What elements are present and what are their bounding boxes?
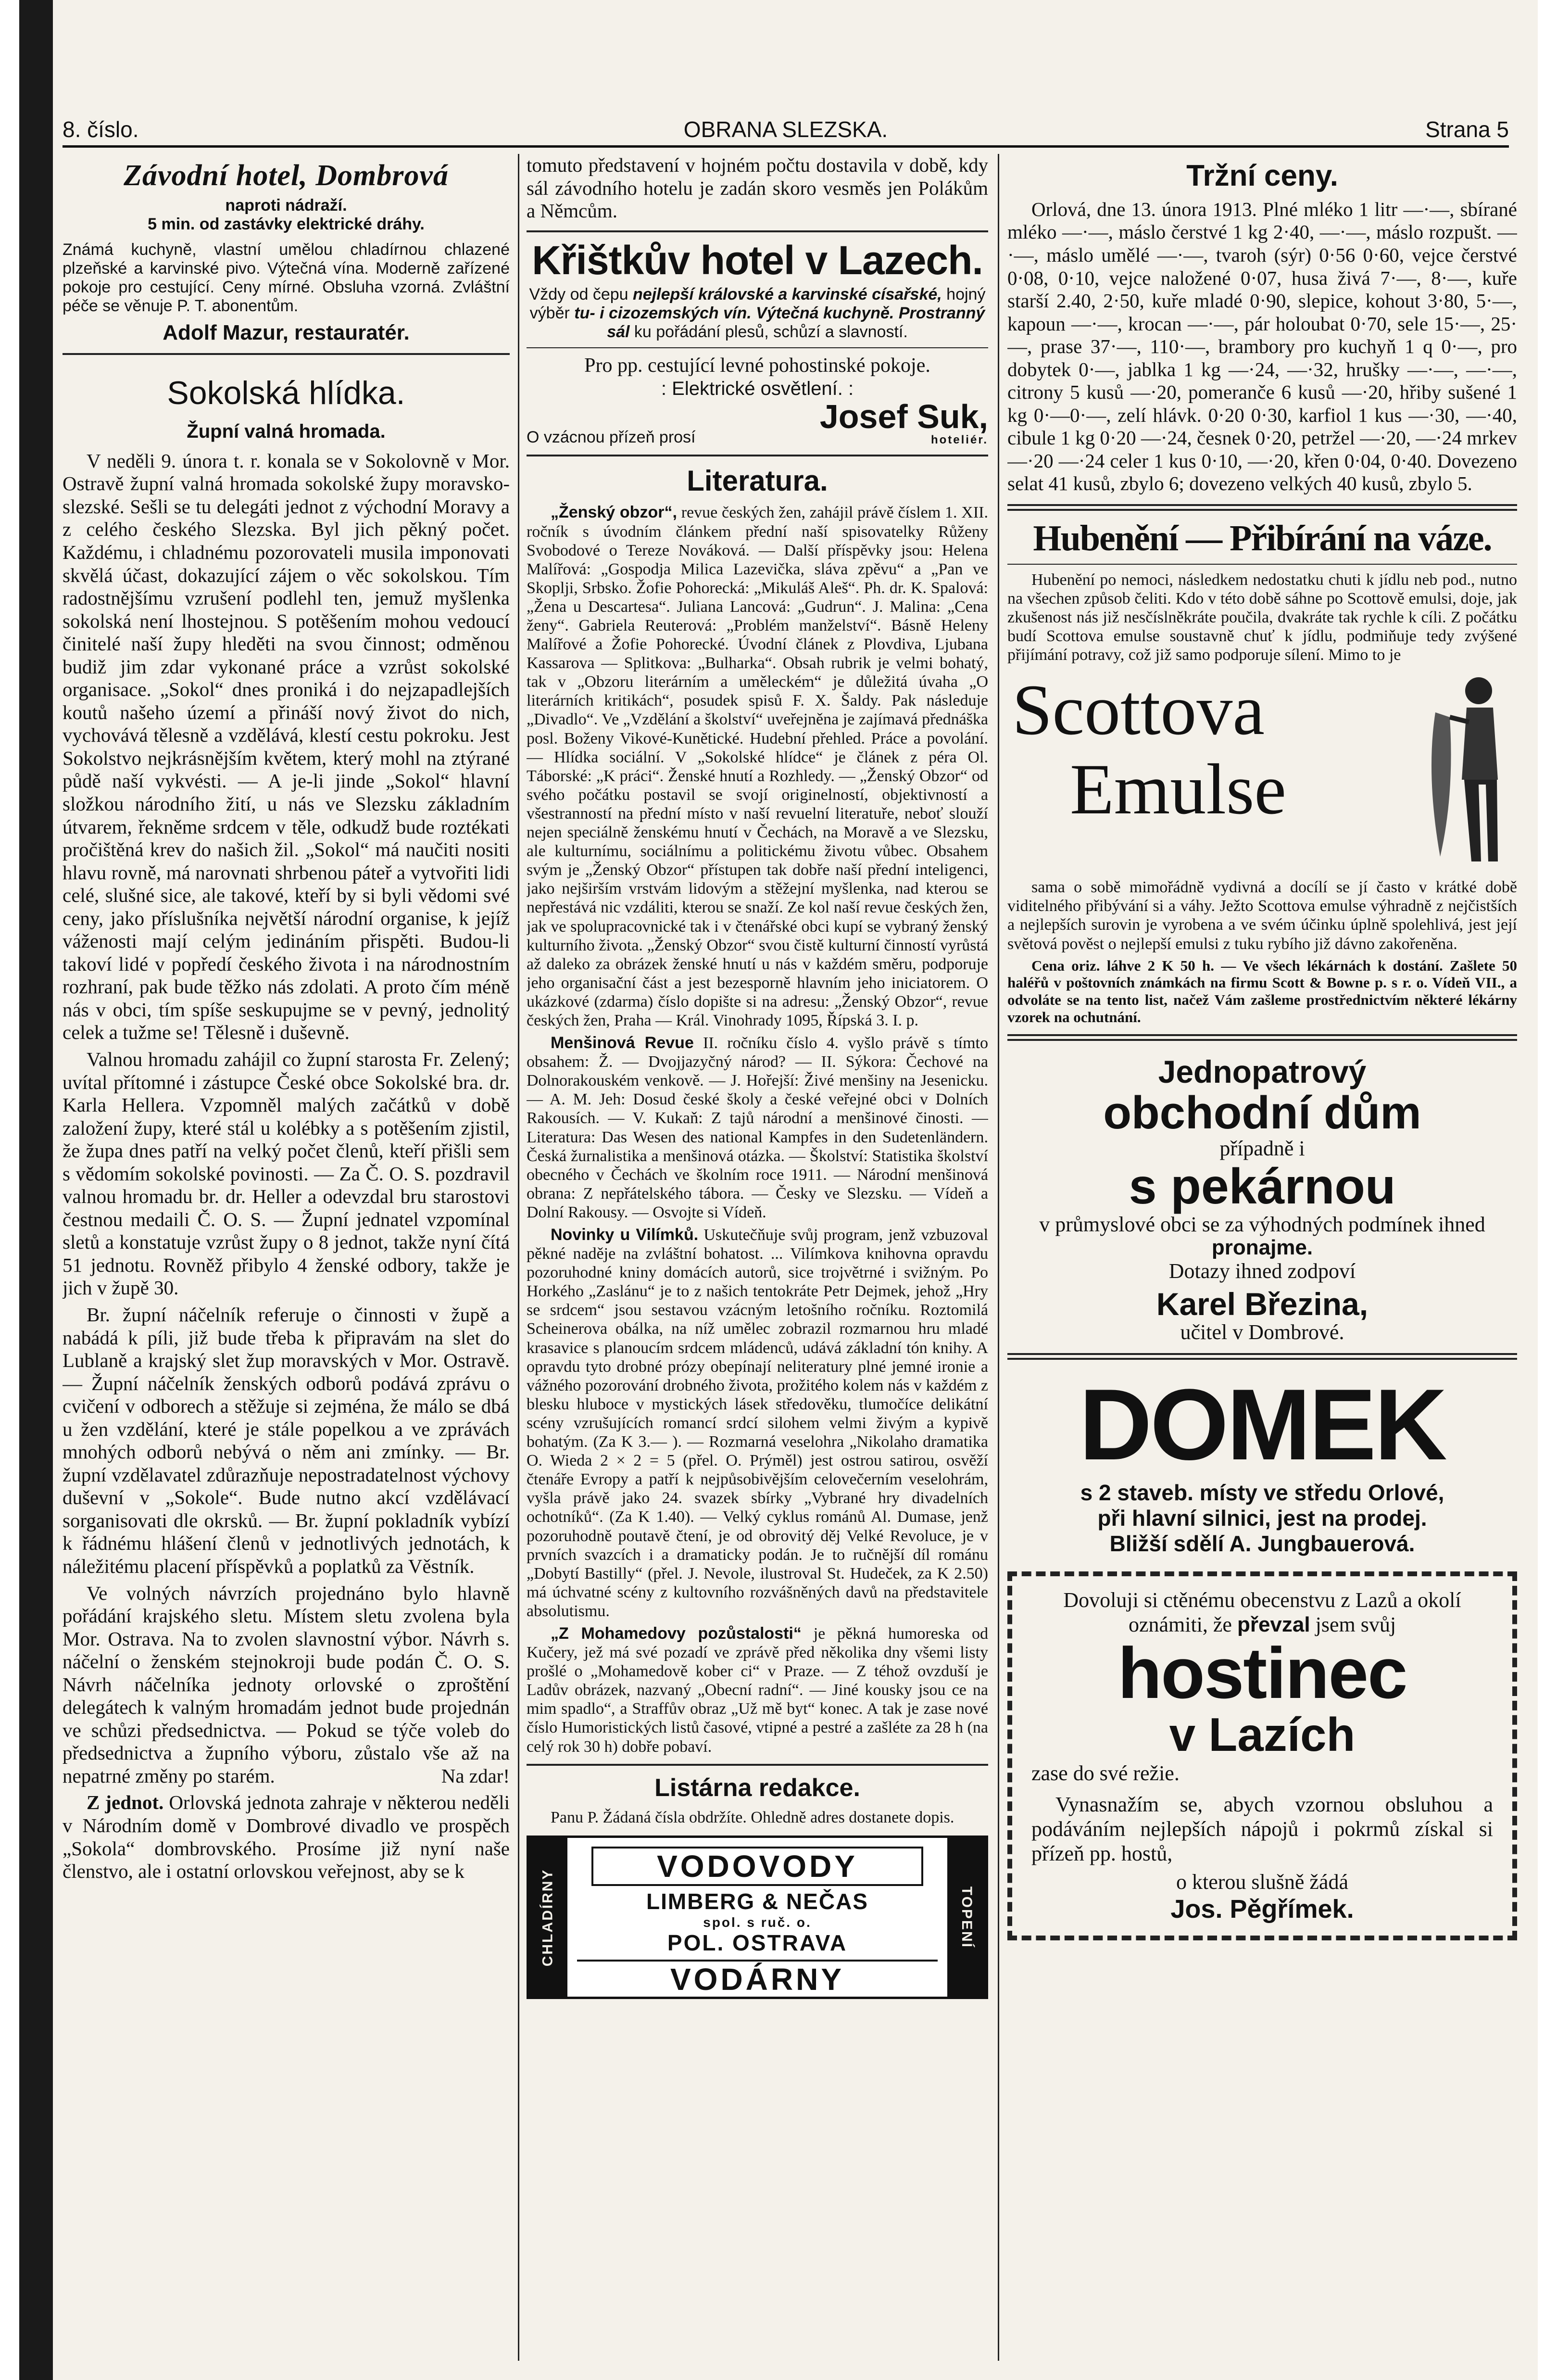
- page-header: [63, 111, 1509, 148]
- krist-line: Pro pp. cestující levné pohostinské pokoje.: [584, 354, 930, 377]
- paragraph: [527, 1226, 988, 1620]
- vodo-line: spol. s ruč. o.: [703, 1914, 812, 1930]
- paragraph-text: Orlovská jednota zahraje v některou neděli v Národním domě v Dombrové divadlo ve prospěch „Sokola“ dombrovského. Prosíme již nyní naše členstvo, ale i ostatní orlovskou veřejnost, aby se k: [63, 1791, 510, 1883]
- hostinec-line: jsem svůj: [1315, 1612, 1396, 1636]
- divider: [1007, 564, 1517, 565]
- divider: [1007, 504, 1517, 511]
- krist-em: nejlepší královské a karvinské císařské,: [633, 285, 942, 304]
- krist-name-block: [820, 400, 988, 447]
- paragraph: Hubenění po nemoci, následkem nedostatku chuti k jídlu neb pod., nutno na všechen způsob čeliti. Kdo v této době sáhne po Scottově emulsi, doje, jak zkušenost nás již nesčíslněkráte poučila, dvakráte tak rychle k cíli. Z počátku budí Scottova emulse soustavně chuť k jídlu, podmiňuje tedy zvýšené přijímání potravy, což již samo podporuje sílení. Mimo to je: [1007, 570, 1517, 664]
- sokol-subtitle: Župní valná hromada.: [187, 421, 386, 443]
- hotel-ad-signature: Adolf Mazur, restauratér.: [163, 321, 410, 345]
- hostinec-line: zase do své režie.: [1031, 1761, 1180, 1785]
- paragraph: sama o sobě mimořádně vydivná a docílí se jí často v krátké době viditelného přibývání si a váhy. Ježto Scottova emulse výhradně z nejčistších a nejlepších surovin je vyrobena a ve svém účinku úplně spolehlivá, jest její světová pověst o nejlepší emulsi z tuku rybího již dávno zakořeněna.: [1007, 878, 1517, 953]
- shop-line: obchodní dům: [1103, 1087, 1421, 1139]
- paragraph-lead: „Ženský obzor“,: [551, 503, 677, 522]
- page-number: Strana 5: [1425, 117, 1509, 142]
- krist-body: [527, 285, 988, 342]
- paragraph-text: Ve volných návrzích projednáno bylo hlavně pořádání krajského sletu. Místem sletu zvolena byla Mor. Ostrava. Na to zvolen slavnostní výbor. Návrh s. náčelní o ženském stejnokroji bude podán Č. O. S. Návrh náčelníka jednoty orlovské o zproštění delegátech k valným hromadám jednot bude projednán ve schůzi předsednictva. — Pokud se týče voleb do předsednictva a župního výboru, zůstalo vše až na nepatrné změny po starém.: [63, 1582, 510, 1787]
- divider: [63, 353, 510, 355]
- vodo-side-label: [947, 1838, 986, 1997]
- paragraph: Valnou hromadu zahájil co župní starosta Fr. Zelený; uvítal přítomné i zástupce České obce Sokolské bra. dr. Karla Hellera. Vzpomněl malých začátků v době založení župy, které stál u kolébky a s potěšením zjistil, že župa dnes patří na velký počet členů, kteří přišli sem s vědomím sokolské povinosti. — Za Č. O. S. pozdravil valnou hromadu br. dr. Heller a odevzdal bru starostovi čestnou medaili Č. O. S. — Župní jednatel vzpomínal sletů a konstatuje vzrůst župy o 8 jednot, takže nyní čítá 51 jednotu. Rovněž přibylo 4 ženské odbory, takže je jich v župě 30.: [63, 1048, 510, 1299]
- hostinec-line: Dovoluji si ctěnému obecenstvu z Lazů a okolí oznámiti, že: [1063, 1588, 1461, 1636]
- hotel-ad: [63, 159, 510, 345]
- divider: [1007, 1353, 1517, 1360]
- divider: [527, 1764, 988, 1766]
- paragraph: Cena oriz. láhve 2 K 50 h. — Ve všech lékárnách k dostání. Zašlete 50 haléřů v poštovních známkách na firmu Scott & Bowne p. s r. o. Vídeň VII., a odvoláte se na tento list, načež Vám zašleme prostřednictvím některé lékárny vzorek na ochutnání.: [1007, 957, 1517, 1025]
- market-title: Tržní ceny.: [1186, 159, 1338, 192]
- vodo-side-label: [529, 1838, 567, 1997]
- hotel-ad-title: Závodní hotel, Dombrová: [124, 159, 449, 192]
- hostinec-line: o kterou slušně žádá: [1176, 1870, 1348, 1894]
- krist-role: hoteliér.: [930, 433, 988, 447]
- hotel-ad-line: 5 min. od zastávky elektrické dráhy.: [148, 215, 425, 233]
- paragraph-text: Uskutečňuje svůj program, jenž vzbuzoval pěkné naděje na zvláštní bohatost. ... Vilímkova knihovna opravdu pozoruhodné kniny domácích autorů, sice trojvětrné i svižným. Po Horkého „Zaslánu“ je to z našich tentokráte Petr Dejmek, jehož „Hry se srdcem“ jsou sestavou vzácným letošního ročníku. Roztomilá Scheinerova obálka, na níž umělec zobrazil rozmarnou hru mladé krasavice s planoucím srdcem mládenců, udává základní tón knihy. A opravdu tyto drobné prózy obepínají neliteratury plné jemné ironie a vážného pozorování drobného života, prožitého kolem nás v každém z blesku hluboce v mystických lásek středověku, tlumočíce delikátní scény vzrušujících romancí srdcí silohem velmi živým a kypivě bohatým. (Za K 3.— ). — Rozmarná veselohra „Nikolaho dramatika O. Wieda 2 × 2 = 5 (přel. O. Prýměl) jest ostrou satirou, osvěží čtenáře Evropy a patří k nejpůsobivějším celovečerním veselohrám, vyšla právě jako 24. svazek sbírky „Vybrané hry divadelních ochotníků“. (Za K 1.40). — Velký cyklus románů Al. Dumase, jenž pozoruhodně poutavě čtení, je od obrovitý děj Velké Revoluce, je v prvních svazcích i a dramaticky podán. Je to ručnější díl románu „Dobytí Bastilly“ (přel. J. Nevole, ilustroval St. Hudeček, za K 2.50) má úchvatné scény z kultovního rozvášněných davů na představitele absolutismu.: [527, 1226, 988, 1620]
- krist-text: hojný výběr: [529, 285, 986, 322]
- mailbox-title: Listárna redakce.: [654, 1773, 860, 1802]
- divider: [527, 455, 988, 456]
- domek-ad: [1007, 1367, 1517, 1557]
- shop-line: Jednopatrový: [1158, 1054, 1367, 1090]
- hostinec-place: v Lazích: [1169, 1708, 1356, 1761]
- domek-title: DOMEK: [1079, 1367, 1445, 1481]
- newspaper-page: [19, 0, 1538, 2380]
- paragraph: Panu P. Žádaná čísla obdržíte. Ohledně adres dostanete dopis.: [551, 1808, 954, 1826]
- column-1: [63, 154, 510, 2366]
- shop-line: Karel Březina,: [1156, 1286, 1369, 1322]
- column-rule: [998, 154, 999, 2361]
- krist-title: Křištkův hotel v Lazech.: [532, 237, 983, 283]
- shop-line: s pekárnou: [1129, 1158, 1396, 1215]
- issue-number: 8. číslo.: [63, 117, 139, 142]
- domek-line: při hlavní silnici, jest na prodej.: [1097, 1506, 1427, 1531]
- literature-title: Literatura.: [687, 464, 828, 497]
- scan-border: [19, 0, 53, 2380]
- paragraph-text: revue českých žen, zahájil právě číslem 1. XII. ročník s úvodním článkem přední naší spisovatelky Růženy Svobodové o Tereze Nováková. — Další příspěvky jsou: Helena Malířová: „Gospodja Milica Lazevička, sláva zpěvu“ a „Pan ve Skoplji, Srbsko. Žofie Pohorecká: „Mikuláš Aleš“. Ph. dr. K. Spalová: „Žena u Descartesa“. Juliana Lancová: „Gudrun“. J. Malina: „Cena ženy“. Gabriela Reuterová: „Problém manželství“. Básně Heleny Malířové a Žofie Pohorecké. Úvodní článek z Plovdiva, Ljubana Kassarova — Splitkova: „Bulharka“. Obsah rubrik je velmi bohatý, tak v „Obzoru literárním a uměleckém“ je důležitá úvaha „O literárních kritikách“, posudek spisů F. X. Šaldy. Pak následuje „Divadlo“. Ve „Vzdělání a školství“ uveřejněna je zajímavá přednáška posl. Boženy Vikové-Kunětické. Hudební přehled. Práce a povolání. — Hlídka sociální. V „Sokolské hlídce“ je článek z péra Ol. Táborské: „K práci“. Ženské hnutí a Rozhledy. — „Ženský Obzor“ od svého počátku postavil se svojí originelností, objektivností a všestranností na přední místo v naší revuelní literatuře, neboť slouží nejen speciálně ženskému hnutí v Čechách, na Moravě a ve Slezsku, ale kulturnímu, sociálnímu a politickému životu vůbec. Obsahem svým je „Ženský Obzor“ přístupen tak dobře naší přední inteligenci, jako nejširším vrstvám lidovým a stěžejní myšlenka, nad kterou se nepřestává nic vzdáliti, kterou se snaží. Ze kol naší revue českých žen, jak ve spolupracovnické tak i v čtenářské obci kupí se vybraný ženský kulturního života. „Ženský Obzor“ svou čistě kulturní činností vyrůstá až daleko za obrázek ženské hnutí u nás v každém směru, podporuje jeho organisační část a jest bezesporně hlavním jeho iniciatorem. O ukázkové (zdarma) číslo dopište si na adresu: „Ženský Obzor“, revue českých žen, Praha — Král. Vinohrady 1095, Řípská 3. I. p.: [527, 504, 988, 1029]
- hostinec-signature: Jos. Pěgřímek.: [1170, 1894, 1354, 1924]
- paragraph: [63, 1791, 510, 1883]
- vodo-line: VODÁRNY: [577, 1960, 938, 1997]
- paragraph-text: II. ročníku číslo 4. vyšlo právě s tímto obsahem: Ž. — Dvojjazyčný národ? — II. Sýkora: Čechové na Dolnorakouském venkově. — J. Hořejší: Živé menšiny na Jesenicku. — A. M. Jeh: Dosud české školy a české veřejné obci v Dolních Rakousích. — V. Kukaň: Z tajů národní a menšinové činosti. — Literatura: Das Wesen des national Kampfes in den Sudetenländern. Česká žurnalistika a menšinová otázka. — Školství: Statistika školství obecného v Čechách ve školním roce 1911. — Národní menšinová obrana: Z nepřátelského tábora. — Česky ve Slezsku. — Vídeň a Dolní Rakousy. — Osvojte si Vídeň.: [527, 1034, 988, 1221]
- shop-text: [1007, 1213, 1517, 1260]
- vodo-line: POL. OSTRAVA: [667, 1930, 848, 1956]
- paragraph-lead: Z jednot.: [87, 1791, 164, 1814]
- paragraph-text: je pěkná humoreska od Kučery, jež má své pozadí ve zprávě před několika dny všemi listy prošlé o „Mohamedově kober ci“ v Praze. — Z téhož ovzduší je Ladův obrázek, nazvaný „Obecní radní“. — Jiné kousky jsou ce na mim spadlo“, a Straffův obraz „Už mě byt“ konec. A tak je zase nové číslo Humoristických listů časové, vtipné a pestré a zašléte za 28 h (na celý rok 30 h) dobře pobaví.: [527, 1624, 988, 1756]
- column-rule: [518, 154, 519, 2361]
- fisherman-icon: [1421, 669, 1512, 871]
- column-3: [1007, 154, 1517, 2366]
- scott-name: Emulse: [1070, 749, 1286, 830]
- paragraph: Orlová, dne 13. února 1913. Plné mléko 1 litr —·—, sbírané mléko —·—, máslo čerstvé 1 kg 2·40, —·—, máslo rozpušt. —·—, máslo umělé —·—, tvaroh (sýr) 0·56 0·60, vejce čerstvé 0·08, 0·10, vejce naložené 0·07, husa živá 7·—, 8·—, kuře starší 2.40, 2·50, kuře mladé 0·90, slepice, kohout 3·80, 5·—, kapoun —·—, krocan —·—, pár holoubat 0·70, sele 15·—, 25·—, prase 37·—, 110·—, brambory pro kuchyň 1 q 0·—, pro dobytek 0·—, jablka 1 kg —·24, —·32, hrušky —·—, —·—, citrony 5 kusů —·20, pomeranče 6 kusů —·20, hřiby sušené 1 kg 0·—0·—, zelí hlávk. 0·20 0·30, karfiol 1 kus —·30, —·40, cibule 1 kg 0·20 —·24, česnek 0·20, petržel —·20, —·24 mrkev —·20 —·24 celer 1 kus 0·10, —·20, křen 0·04, 0·40. Dovezeno selat 41 kusů, zbylo 6; dovezeno velkých 40 kusů, zbylo 5.: [1007, 198, 1517, 495]
- divider: [527, 230, 988, 232]
- paragraph: [527, 1034, 988, 1222]
- paragraph: Br. župní náčelník referuje o činnosti v župě a nabádá k píli, již bude třeba k připravám na slet do Lublaně a krajský slet žup moravských v Mor. Ostravě. — Župní náčelník ženských odborů podává zprávu o cvičení v odborech a stěžuje si zejména, že málo se dbá u žen vzdělání, které je stále popelkou a ve zprávách mnohých odborů nebývá o něm ani zmínky. — Br. župní vzdělavatel zdůrazňuje nepostradatelnost výchovy duševní v „Sokole“. Bude nutno akcí vzdělávací sorganisovati dle okrsků. — Br. župní pokladník vybízí k řádnému hlášení členů v jednotlivých jednotách, k náležitému placení příspěvků a poplatků za Věstník.: [63, 1304, 510, 1578]
- krist-text: Vždy od čepu: [529, 285, 628, 304]
- shop-em: pronajme.: [1211, 1236, 1313, 1260]
- paragraph-lead: Novinky u Vilímků.: [551, 1226, 699, 1244]
- scott-logo: [1007, 669, 1517, 871]
- vodo-side-text: TOPENÍ: [959, 1886, 975, 1949]
- krist-signature: [527, 400, 988, 447]
- paragraph: [63, 1582, 510, 1788]
- column-2: [527, 154, 988, 2366]
- shop-line: Dotazy ihned zodpoví: [1168, 1259, 1356, 1283]
- paragraph-lead: „Z Mohamedovy pozůstalosti“: [551, 1624, 802, 1643]
- literature-section: [527, 464, 988, 1756]
- scott-name: Scottova: [1012, 670, 1265, 750]
- sokol-article: [63, 374, 510, 1883]
- paragraph-lead: Menšinová Revue: [551, 1034, 694, 1052]
- hostinec-intro: [1031, 1588, 1493, 1637]
- krist-line: O vzácnou přízeň prosí: [527, 428, 696, 446]
- divider: [527, 347, 988, 348]
- hostinec-title: hostinec: [1118, 1632, 1407, 1713]
- paragraph: tomuto představení v hojném počtu dostavila v době, kdy sál závodního hotelu je zadán skoro vesměs jen Polákům a Němcům.: [527, 154, 988, 222]
- paragraph-end: Na zdar!: [441, 1764, 510, 1787]
- hostinec-line: Vynasnažím se, abych vzornou obsluhou a podáváním nejlepších nápojů i pokrmů získal si přízeň pp. hostů,: [1031, 1792, 1493, 1865]
- krist-em: tu- i cizozemských vín. Výtečná kuchyně. Prostranný sál: [574, 304, 985, 341]
- vodo-line: VODOVODY: [591, 1847, 923, 1886]
- domek-line: Bližší sdělí A. Jungbauerová.: [1109, 1531, 1415, 1557]
- vodo-line: LIMBERG & NEČAS: [646, 1889, 868, 1914]
- hotel-ad-line: naproti nádraží.: [225, 196, 347, 215]
- hostinec-ad: [1007, 1571, 1517, 1941]
- krist-text: ku pořádání plesů, schůzí a slavností.: [634, 322, 908, 341]
- krist-hotel-ad: [527, 237, 988, 447]
- divider: [1007, 1034, 1517, 1041]
- paragraph: [527, 1624, 988, 1756]
- shop-line: v průmyslové obci se za výhodných podmínek ihned: [1039, 1212, 1485, 1236]
- masthead: OBRANA SLEZSKA.: [683, 117, 888, 142]
- shop-line: učitel v Dombrové.: [1180, 1320, 1344, 1344]
- krist-name: Josef Suk,: [819, 398, 988, 436]
- editorial-mailbox: [527, 1773, 988, 1827]
- paragraph: V neděli 9. února t. r. konala se v Sokolovně v Mor. Ostravě župní valná hromada sokolské župy moravsko-slezské. Sešli se tu delegáti jednot z východní Moravy a z celého českého Slezska. Byl jich pěkný počet. Každému, i chladnému pozorovateli musila imponovati skvělá účast, dokazující zájem o věc sokolskou. Tím radostnějšímu vzrušení podlehl ten, jemuž myšlenka sokolská není lhostejnou. S potěšením mohou vedoucí činitelé naší župy hleděti na svou činnost; odměnou budiž jim zdar vykonané práce a vzrůst sokolské organisace. „Sokol“ dnes proniká i do nejzapadlejších koutů našeho území a přináší nový život do nich, vychovává tělesně a vzdělává, klestí cestu pokroku. Jest Sokolstvo nejkrásnějším květem, který mohl na ztýrané půdě naší vykvésti. — A je-li jinde „Sokol“ hlavní složkou národního žití, u nás ve Slezsku základním útvarem, řekněme srdcem v těle, odkudž bude roztékati pročištěná krev do našich žil. „Sokol“ má naučiti nositi hlavu rovně, má narovnati shrbenou páteř a vytvořiti lidi celé, slušné sice, ale takové, kteří by si byli vědomi své ceny, jako příslušníka největší národní organise, k jejíž váženosti mají celým jedináním přispěti. Budou-li takoví lidé v popředí českého života i na národnostním rozhraní, pak bude těžko nás zdolati. A proto čím méně nás v obci, tím spíše seskupujme se v pevný, jednolitý celek a tužme se! Tělesně i duševně.: [63, 449, 510, 1044]
- shop-line: případně i: [1219, 1137, 1305, 1161]
- vodovody-ad: [527, 1836, 988, 1999]
- market-prices: [1007, 159, 1517, 495]
- scott-banner: Hubenění — Přibírání na váze.: [1033, 518, 1492, 559]
- scott-ad: [1007, 519, 1517, 1025]
- sokol-title: Sokolská hlídka.: [167, 374, 405, 411]
- vodo-center: [577, 1838, 938, 1997]
- hotel-ad-body: Známá kuchyně, vlastní umělou chladírnou chlazené plzeňské a karvinské pivo. Výtečná vína. Moderně zařízené pokoje pro cestující. Ceny mírné. Obsluha vzorná. Zvláštní péče se věnuje P. T. abonentům.: [63, 241, 510, 316]
- paragraph: [527, 503, 988, 1030]
- domek-line: s 2 staveb. místy ve středu Orlové,: [1080, 1480, 1444, 1505]
- shop-ad: [1007, 1055, 1517, 1344]
- krist-line: : Elektrické osvětlení. :: [661, 378, 854, 399]
- vodo-side-text: CHLADÍRNY: [540, 1868, 556, 1966]
- hostinec-em: převzal: [1237, 1612, 1310, 1636]
